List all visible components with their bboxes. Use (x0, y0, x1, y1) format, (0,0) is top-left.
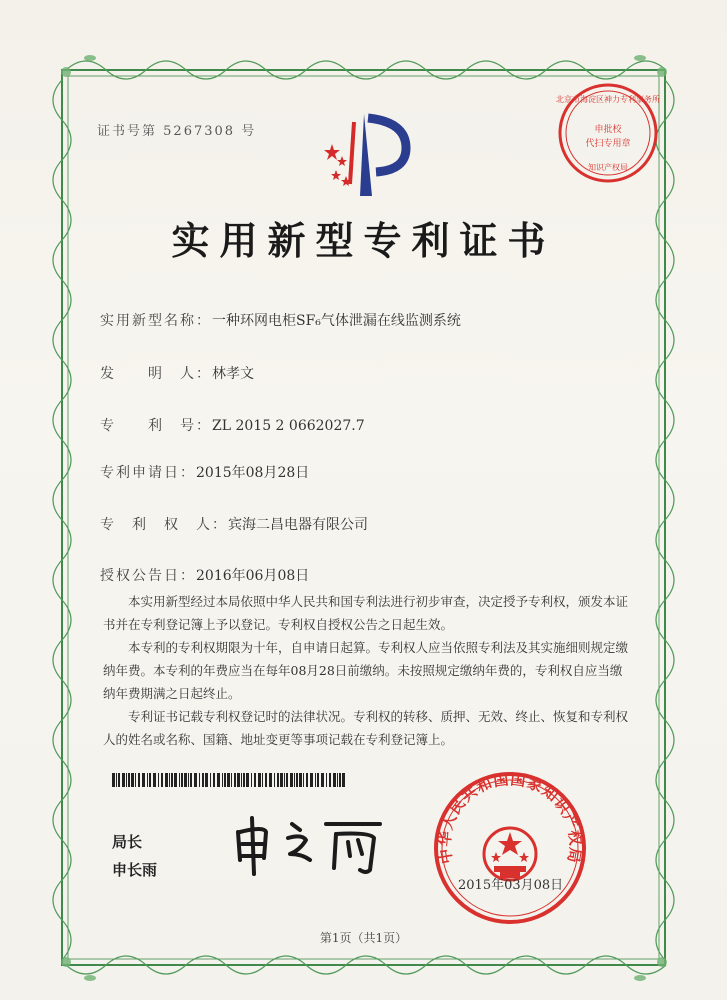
barcode-bar (174, 773, 177, 787)
agency-seal-line1: 申批校 (594, 125, 622, 135)
barcode-bar (306, 773, 308, 787)
barcode-bar (205, 773, 208, 787)
field-label: 授权公告日： (100, 568, 196, 584)
signatory-block (112, 828, 157, 884)
barcode-bar (222, 773, 223, 787)
barcode-bar (161, 773, 163, 787)
barcode-bar (243, 773, 245, 787)
barcode-bar (181, 773, 183, 787)
barcode-bar (190, 773, 192, 787)
agency-seal-bottom-text: 知识产权局 (588, 163, 628, 172)
barcode (112, 773, 347, 787)
field-label: 发 明 人： (100, 366, 212, 382)
field-value: 2016年06月08日 (196, 568, 310, 584)
certificate-number (97, 120, 256, 139)
barcode-bar (296, 773, 298, 787)
barcode-bar (153, 773, 156, 787)
barcode-bar (258, 773, 261, 787)
barcode-bar (337, 773, 338, 787)
barcode-bar (251, 773, 252, 787)
barcode-bar (237, 773, 240, 787)
certificate-body (103, 590, 628, 751)
body-paragraph: 本专利的专利权期限为十年，自申请日起算。专利权人应当依照专利法及其实施细则规定缴纳年费。本专利的年费应当在每年08月28日前缴纳。未按照规定缴纳年费的，专利权自应当缴纳年费期满之日起终止。 (103, 640, 629, 701)
page-number: 第1页（共1页） (319, 931, 408, 945)
barcode-bar (265, 773, 267, 787)
national-emblem (484, 828, 536, 880)
certificate-number-value: 5267308 (163, 124, 236, 139)
barcode-bar (116, 773, 117, 787)
barcode-bar (326, 773, 327, 787)
agency-seal-ring-text: 北京市海淀区神力专利事务所 (556, 95, 660, 104)
signatory-title: 局长 (112, 833, 143, 851)
barcode-bar (234, 773, 236, 787)
signatory-name: 申长雨 (112, 861, 158, 879)
barcode-bar (213, 773, 215, 787)
barcode-bar (128, 773, 130, 787)
barcode-bar (231, 773, 232, 787)
barcode-bar (118, 773, 120, 787)
barcode-bar (199, 773, 200, 787)
barcode-bar (179, 773, 180, 787)
field-label: 专利申请日： (100, 465, 196, 481)
field-value: 2015年08月28日 (196, 465, 310, 481)
barcode-bar (303, 773, 304, 787)
barcode-bar (321, 773, 324, 787)
barcode-bar (194, 773, 197, 787)
handwritten-signature (230, 810, 390, 880)
barcode-bar (217, 773, 220, 787)
field-grant-date (100, 565, 309, 585)
barcode-bar (224, 773, 226, 787)
field-application-date (100, 462, 309, 482)
barcode-bar (165, 773, 168, 787)
field-patentee (100, 514, 368, 534)
field-patent-number (100, 415, 365, 435)
barcode-bar (158, 773, 159, 787)
barcode-bar (142, 773, 145, 787)
field-label: 专 利 权 人： (100, 517, 228, 533)
barcode-bar (202, 773, 204, 787)
barcode-bar (339, 773, 341, 787)
barcode-bar (126, 773, 127, 787)
field-utility-model-name (100, 310, 461, 330)
barcode-bar (131, 773, 134, 787)
barcode-bar (280, 773, 283, 787)
field-label: 实用新型名称： (100, 313, 212, 329)
field-value: 一种环网电柜SF₆气体泄漏在线监测系统 (212, 313, 461, 329)
barcode-bar (122, 773, 125, 787)
barcode-bar (171, 773, 173, 787)
barcode-bar (315, 773, 316, 787)
body-paragraph: 本实用新型经过本局依照中华人民共和国专利法进行初步审查，决定授予专利权，颁发本证书并在专利登记簿上予以登记。专利权自授权公告之日起生效。 (103, 594, 629, 632)
barcode-bar (254, 773, 256, 787)
barcode-bar (138, 773, 140, 787)
barcode-bar (112, 773, 115, 787)
barcode-bar (317, 773, 319, 787)
barcode-bar (286, 773, 288, 787)
barcode-bar (274, 773, 275, 787)
barcode-bar (329, 773, 331, 787)
agency-seal (553, 78, 663, 188)
svg-text:中华人民共和国国家知识产权局 (436, 770, 585, 865)
barcode-bar (246, 773, 249, 787)
barcode-bar (277, 773, 279, 787)
issue-date: 2015年03月08日 (458, 878, 564, 893)
barcode-bar (284, 773, 285, 787)
barcode-bar (169, 773, 170, 787)
field-label: 专 利 号： (100, 418, 212, 434)
barcode-bar (149, 773, 151, 787)
agency-seal-line2: 代扫专用章 (585, 139, 631, 149)
certificate-number-label: 证书号第 (97, 124, 158, 139)
barcode-bar (188, 773, 189, 787)
official-seal-ring-text: 中华人民共和国国家知识产权局 (435, 770, 585, 866)
barcode-bar (184, 773, 187, 787)
barcode-bar (135, 773, 136, 787)
barcode-bar (299, 773, 302, 787)
certificate-number-suffix: 号 (241, 124, 257, 139)
barcode-bar (294, 773, 295, 787)
field-value: 林孝文 (212, 366, 254, 382)
page-title: 实用新型专利证书 (171, 218, 556, 263)
field-value: 宾海二昌电器有限公司 (228, 517, 368, 533)
barcode-bar (241, 773, 242, 787)
barcode-bar (290, 773, 293, 787)
official-seal (430, 768, 590, 928)
field-value: ZL 2015 2 0662027.7 (212, 418, 365, 434)
barcode-bar (342, 773, 345, 787)
barcode-bar (147, 773, 148, 787)
barcode-bar (262, 773, 263, 787)
barcode-bar (210, 773, 211, 787)
barcode-bar (227, 773, 230, 787)
barcode-bar (333, 773, 336, 787)
barcode-bar (310, 773, 313, 787)
field-inventor (100, 363, 254, 383)
barcode-bar (269, 773, 272, 787)
patent-office-logo (314, 104, 414, 199)
body-paragraph: 专利证书记载专利权登记时的法律状况。专利权的转移、质押、无效、终止、恢复和专利权人的姓名或名称、国籍、地址变更等事项记载在专利登记簿上。 (103, 709, 629, 747)
